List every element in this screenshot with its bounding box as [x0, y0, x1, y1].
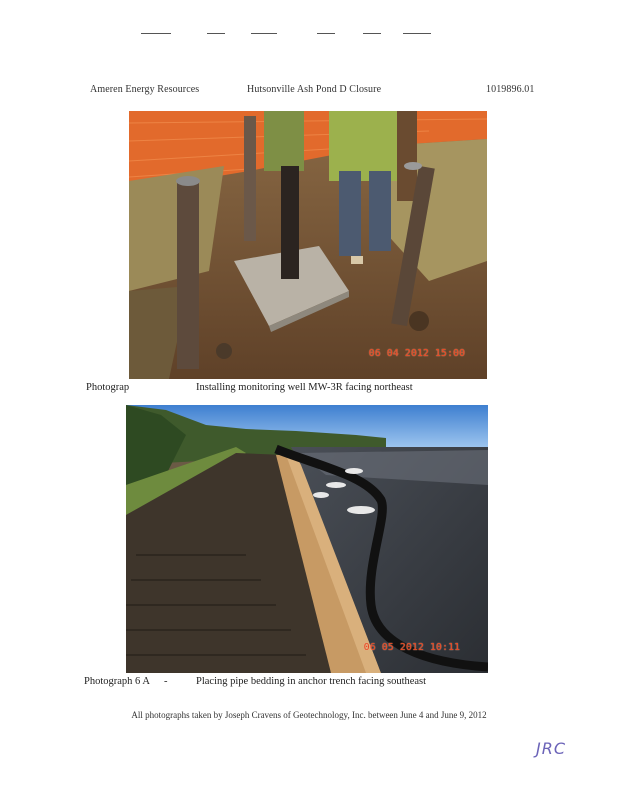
photo-caption-label: Photograp: [86, 382, 130, 393]
top-dash: [251, 33, 277, 34]
photo-monitoring-well: [129, 111, 487, 379]
top-dash: [207, 33, 225, 34]
date-stamp: 06 05 2012 10:11: [363, 642, 460, 653]
top-dash: [317, 33, 335, 34]
photo-caption-label: Photograph 6 A: [84, 676, 150, 687]
photo-caption-text: Placing pipe bedding in anchor trench facing southeast: [196, 676, 427, 687]
company-name: Ameren Energy Resources: [90, 84, 200, 95]
top-dash: [363, 33, 381, 34]
top-dash: [403, 33, 431, 34]
project-title: Hutsonville Ash Pond D Closure: [247, 84, 382, 95]
photo-caption-text: Installing monitoring well MW-3R facing northeast: [196, 382, 413, 393]
photo-anchor-trench: [126, 405, 488, 673]
handwritten-initials: JRC: [536, 739, 567, 758]
project-number: 1019896.01: [486, 84, 535, 95]
top-dash: [141, 33, 171, 34]
footer-note: All photographs taken by Joseph Cravens of Geotechnology, Inc. between June 4 and June 9, 2012: [131, 710, 487, 720]
photo-caption-dash: -: [164, 676, 168, 687]
date-stamp: 06 04 2012 15:00: [368, 348, 465, 359]
